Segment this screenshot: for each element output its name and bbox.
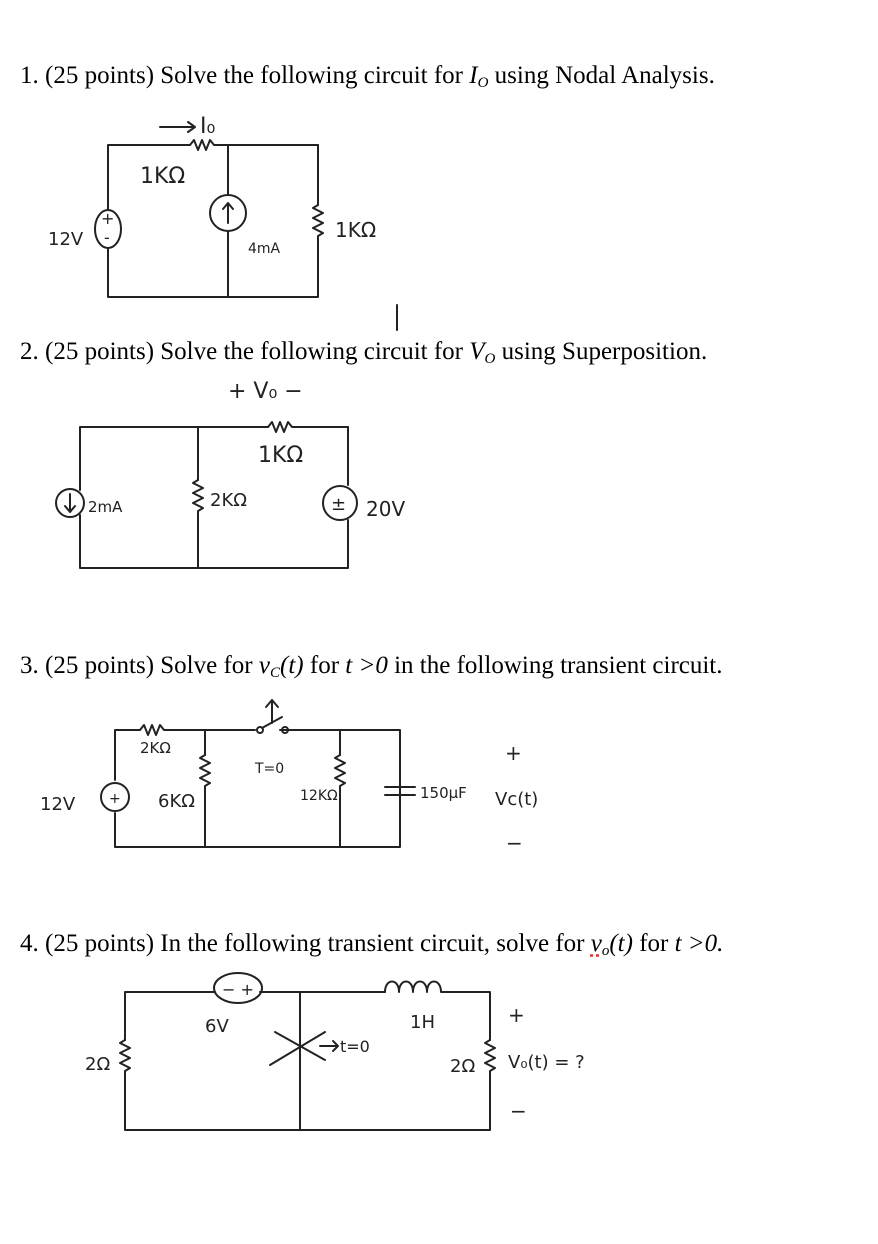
circuit-4-switch xyxy=(270,1032,325,1065)
circuit-3-switch-label: T=0 xyxy=(255,761,285,777)
problem-3-suffix: in the following transient circuit. xyxy=(394,652,723,679)
problem-1-heading xyxy=(20,62,715,92)
circuit-3-output-label: Vc(t) xyxy=(495,789,539,810)
circuit-2-resistor-mid-label: 2KΩ xyxy=(210,490,248,511)
circuit-1-resistor-right xyxy=(313,205,323,255)
problem-4-number: 4. xyxy=(20,930,39,957)
circuit-4-output-plus: + xyxy=(508,1003,525,1027)
circuit-3-resistor-right-label: 12KΩ xyxy=(300,788,338,804)
problem-2-suffix: using Superposition. xyxy=(501,338,708,365)
problem-2-var: V xyxy=(469,338,485,365)
circuit-1-current-source-label: 4mA xyxy=(248,241,281,257)
circuit-2-resistor-mid xyxy=(193,480,203,520)
circuit-3-resistor-left xyxy=(200,755,210,800)
problem-3-number: 3. xyxy=(20,652,39,679)
circuit-4-diagram xyxy=(0,970,878,1150)
circuit-4-resistor-left xyxy=(120,1040,130,1080)
problem-3-var-sub: C xyxy=(270,665,281,681)
circuit-3-capacitor-label: 150μF xyxy=(420,784,467,802)
problem-2-heading xyxy=(20,338,707,368)
circuit-1-current-arrow xyxy=(160,122,195,132)
circuit-4-resistor-left-label: 2Ω xyxy=(85,1054,111,1075)
circuit-4-wires xyxy=(125,992,490,1130)
circuit-1-resistor-top xyxy=(190,140,318,150)
circuit-1-plus: + xyxy=(101,209,115,228)
circuit-4-switch-label: t=0 xyxy=(340,1037,370,1056)
circuit-2-vo-label: + V₀ − xyxy=(228,379,303,404)
circuit-4-inductor xyxy=(385,982,455,993)
down-arrow-icon xyxy=(65,494,75,512)
right-arrow-icon xyxy=(320,1041,338,1051)
problem-1-var-sub: O xyxy=(477,75,489,91)
problem-2-points: (25 points) xyxy=(45,338,155,365)
circuit-2-resistor-top xyxy=(268,422,348,432)
circuit-2-voltage-label: 20V xyxy=(366,497,406,521)
circuit-1-resistor-top-label: 1KΩ xyxy=(140,164,186,189)
problem-4-prefix: In the following transient circuit, solve for xyxy=(160,930,585,957)
problem-4-condition: t >0. xyxy=(674,930,724,957)
problem-3-condition: t >0 xyxy=(345,652,388,679)
problem-4-points: (25 points) xyxy=(45,930,155,957)
problem-3-prefix: Solve for xyxy=(160,652,253,679)
problem-3-var: v xyxy=(258,652,270,679)
problem-3-var-arg: (t) xyxy=(280,652,304,679)
circuit-3-diagram xyxy=(0,695,878,875)
problem-1-var: I xyxy=(469,62,478,89)
problem-4-var: $v_o$ xyxy=(590,930,610,959)
circuit-3-resistor-top xyxy=(140,725,205,735)
circuit-2-plus-minus: ± xyxy=(331,494,347,515)
circuit-4-source-signs: − + xyxy=(222,980,254,999)
circuit-3-output-minus: − xyxy=(506,831,523,855)
circuit-3-output-plus: + xyxy=(505,741,522,765)
circuit-1-resistor-right-label: 1KΩ xyxy=(335,218,377,242)
problem-3-points: (25 points) xyxy=(45,652,155,679)
problem-2-prefix: Solve the following circuit for xyxy=(160,338,463,365)
circuit-1-minus: - xyxy=(104,228,110,247)
circuit-3-resistor-left-label: 6KΩ xyxy=(158,791,196,812)
circuit-2-diagram xyxy=(0,380,878,580)
circuit-3-voltage-label: 12V xyxy=(40,794,76,815)
circuit-1-current-label: I₀ xyxy=(200,114,216,139)
circuit-4-output-label: V₀(t) = ? xyxy=(508,1052,585,1073)
circuit-4-output-minus: − xyxy=(510,1099,527,1123)
circuit-2-resistor-top-label: 1KΩ xyxy=(258,443,304,468)
circuit-3-resistor-top-label: 2KΩ xyxy=(140,739,171,757)
problem-4-heading xyxy=(20,930,723,960)
problem-1-prefix: Solve the following circuit for xyxy=(160,62,463,89)
problem-1-points: (25 points) xyxy=(45,62,155,89)
problem-1-number: 1. xyxy=(20,62,39,89)
problem-4-var-arg: (t) xyxy=(609,930,633,957)
circuit-3-source-plus: + xyxy=(109,791,121,807)
problem-1-suffix: using Nodal Analysis. xyxy=(494,62,715,89)
up-arrow-icon xyxy=(223,203,233,223)
circuit-4-resistor-right-label: 2Ω xyxy=(450,1056,476,1077)
circuit-4-voltage-label: 6V xyxy=(205,1016,229,1037)
circuit-1-voltage-label: 12V xyxy=(48,229,84,250)
problem-3-heading xyxy=(20,652,723,682)
circuit-4-inductor-label: 1H xyxy=(410,1012,435,1033)
circuit-2-current-source-label: 2mA xyxy=(88,498,123,516)
problem-4-middle: for xyxy=(639,930,669,957)
circuit-1-diagram xyxy=(0,105,878,325)
problem-2-number: 2. xyxy=(20,338,39,365)
problem-3-middle: for xyxy=(309,652,340,679)
circuit-4-resistor-right xyxy=(485,1040,495,1080)
problem-2-var-sub: O xyxy=(484,351,496,367)
